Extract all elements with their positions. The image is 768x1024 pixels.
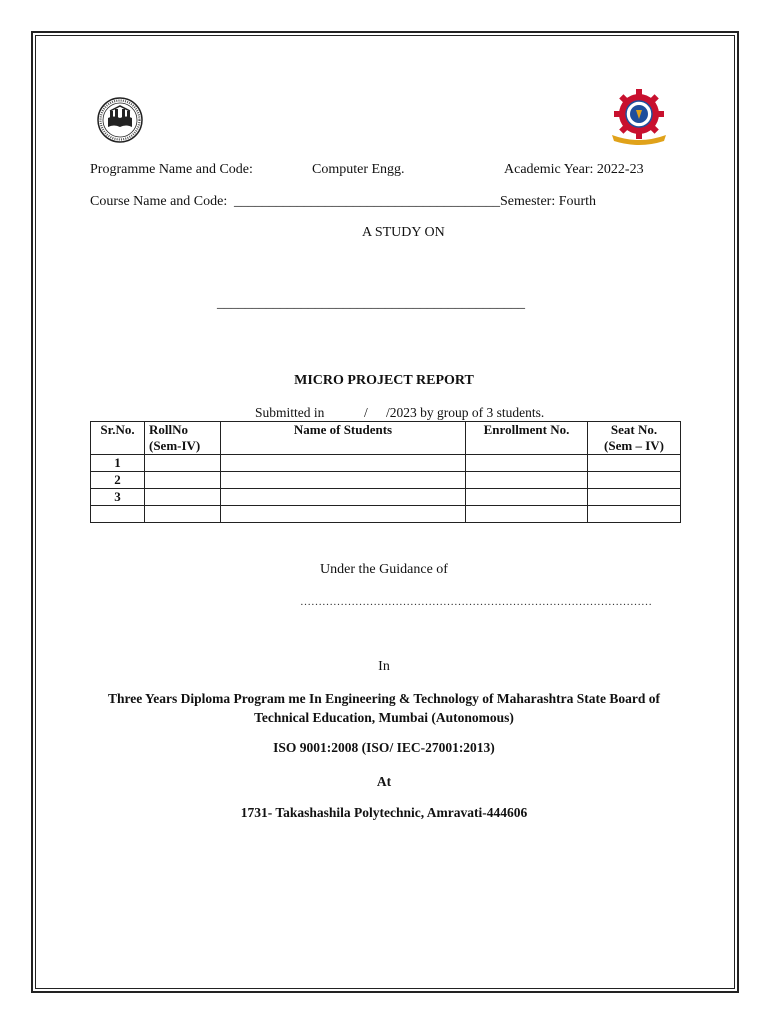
table-row: [91, 506, 681, 523]
institute-name: 1731- Takashashila Polytechnic, Amravati-444606: [240, 805, 528, 820]
row-number: 2: [91, 472, 145, 489]
header-roll-no: [145, 422, 221, 455]
guide-name-blank: ……………………………………………………………………………………: [300, 596, 652, 608]
row-number: [91, 506, 145, 523]
report-title: MICRO PROJECT REPORT: [294, 373, 474, 388]
table-header-row: [91, 422, 681, 455]
at-label: At: [376, 774, 392, 789]
header-roll-line1: RollNo: [149, 422, 188, 437]
iso-line: ISO 9001:2008 (ISO/ IEC-27001:2013): [273, 740, 495, 755]
table-row: [91, 472, 681, 489]
academic-year: Academic Year: 2022-23: [504, 162, 644, 177]
enrollment-cell[interactable]: [466, 506, 588, 523]
header-seat-line1: Seat No.: [610, 422, 658, 437]
roll-cell[interactable]: [145, 472, 221, 489]
submitted-slash: /: [364, 405, 368, 420]
header-roll-line2: (Sem-IV): [149, 438, 201, 453]
in-label: In: [378, 659, 390, 674]
header-seat-no: [588, 422, 681, 455]
name-cell[interactable]: [221, 489, 466, 506]
enrollment-cell[interactable]: [466, 455, 588, 472]
submitted-suffix: /2023 by group of 3 students.: [386, 405, 545, 420]
semester: Semester: Fourth: [500, 194, 597, 209]
seat-cell[interactable]: [588, 489, 681, 506]
msbte-book-emblem-icon: [96, 96, 144, 144]
enrollment-cell[interactable]: [466, 489, 588, 506]
programme-label: Programme Name and Code:: [90, 162, 253, 177]
enrollment-cell[interactable]: [466, 472, 588, 489]
course-label: Course Name and Code:: [90, 194, 228, 209]
name-cell[interactable]: [221, 506, 466, 523]
table-row: [91, 455, 681, 472]
students-table: [90, 421, 681, 523]
project-title-blank: ____________________________________________: [217, 296, 525, 311]
program-line-1: Three Years Diploma Program me In Engineering & Technology of Maharashtra State Board of: [107, 691, 661, 706]
seat-cell[interactable]: [588, 506, 681, 523]
header-enrollment: Enrollment No.: [466, 422, 588, 455]
program-line-2: Technical Education, Mumbai (Autonomous): [254, 710, 514, 725]
roll-cell[interactable]: [145, 506, 221, 523]
row-number: 1: [91, 455, 145, 472]
roll-cell[interactable]: [145, 455, 221, 472]
submitted-prefix: Submitted in: [255, 405, 325, 420]
programme-value: Computer Engg.: [312, 162, 405, 177]
table-row: [91, 489, 681, 506]
study-on-heading: A STUDY ON: [362, 225, 445, 240]
name-cell[interactable]: [221, 472, 466, 489]
header-sr-no: Sr.No.: [91, 422, 145, 455]
seat-cell[interactable]: [588, 455, 681, 472]
header-seat-line2: (Sem – IV): [604, 438, 664, 453]
name-cell[interactable]: [221, 455, 466, 472]
guidance-label: Under the Guidance of: [320, 562, 448, 577]
seat-cell[interactable]: [588, 472, 681, 489]
institute-gear-emblem-icon: [608, 89, 670, 143]
roll-cell[interactable]: [145, 489, 221, 506]
row-number: 3: [91, 489, 145, 506]
course-blank: ______________________________________: [234, 194, 500, 209]
header-name: Name of Students: [221, 422, 466, 455]
